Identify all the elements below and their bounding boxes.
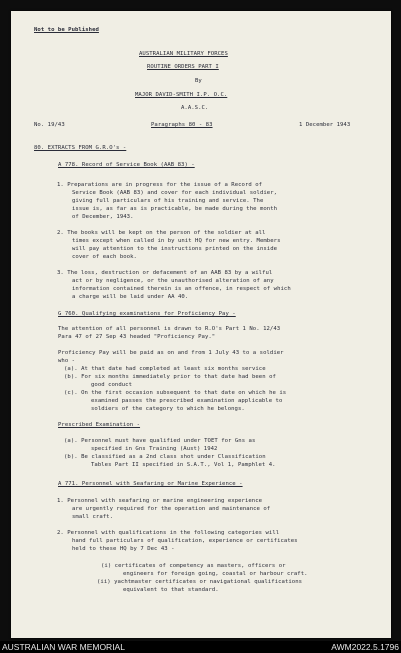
para-1-line: 1. Preparations are in progress for the issue of a Record of — [57, 182, 263, 188]
pp-item-b: good conduct — [91, 382, 133, 388]
para-2-line: cover of each book. — [72, 254, 137, 260]
header-line-2: ROUTINE ORDERS PART I — [147, 64, 219, 70]
g760-title: G 760. Qualifying examinations for Proficiency Pay - — [58, 311, 236, 317]
a778-title — [58, 162, 195, 168]
pe-item-b: (b). Be classified as a 2nd class shot under Classification — [64, 454, 266, 460]
pp-item-c: (c). On the first occasion subsequent to that date on which he is — [64, 390, 287, 396]
para-1-line: Service Book (AAB 83) and cover for each individual soldier, — [72, 190, 278, 196]
seafaring-para-1-line: small craft. — [72, 514, 114, 520]
header-line-3: By — [195, 78, 202, 84]
para-2-line: times except when called in by unit HQ for new entry. Members — [72, 238, 281, 244]
archive-name: AUSTRALIAN WAR MEMORIAL — [2, 642, 125, 652]
para-3-line: information contained therein is an offence, in respect of which — [72, 286, 291, 292]
para-1-line: of December, 1943. — [72, 214, 134, 220]
seafaring-para-2-line: held to these HQ by 7 Dec 43 - — [72, 546, 175, 552]
para-1-line: issue is, as far as is practicable, be made during the month — [72, 206, 278, 212]
pp-item-c: examined passes the prescribed examination applicable to — [91, 398, 283, 404]
a771-title: A 771. Personnel with Seafaring or Marine Experience - — [58, 481, 243, 487]
pe-item-b: Tables Part II specified in S.A.T., Vol 1, Pamphlet 4. — [91, 462, 276, 468]
pe-item-a: (a). Personnel must have qualified under TOET for Gns as — [64, 438, 256, 444]
pp-item-b: (b). For six months immediately prior to that date had been of — [64, 374, 276, 380]
seafaring-para-1-line: 1. Personnel with seafaring or marine engineering experience — [57, 498, 263, 504]
para-3-line: act or by negligence, or the unauthorised alteration of any — [72, 278, 274, 284]
category-ii: equivalent to that standard. — [123, 587, 219, 593]
restriction-note: Not to be Published — [34, 27, 99, 33]
archive-footer — [0, 641, 401, 653]
pe-item-a: specified in Gns Training (Aust) 1942 — [91, 446, 218, 452]
pp-intro-line: who - — [58, 358, 76, 364]
document-page — [11, 11, 391, 638]
header-line-4: MAJOR DAVID-SMITH I.P. O.C. — [135, 92, 228, 98]
para-1-line: giving full particulars of his training and service. The — [72, 198, 264, 204]
seafaring-para-1-line: are urgently required for the operation and maintenance of — [72, 506, 271, 512]
category-ii: (ii) yachtmaster certificates or navigational qualifications — [97, 579, 303, 585]
g760-intro-line: Para 47 of 27 Sep 43 headed "Proficiency Pay." — [58, 334, 216, 340]
g760-intro-line: The attention of all personnel is drawn to R.O's Part 1 No. 12/43 — [58, 326, 281, 332]
order-number: No. 19/43 — [34, 122, 65, 128]
header-line-1: AUSTRALIAN MILITARY FORCES — [139, 51, 228, 57]
seafaring-para-2-line: 2. Personnel with qualifications in the following categories will — [57, 530, 280, 536]
header-line-5: A.A.S.C. — [181, 105, 209, 111]
archive-reference: AWM2022.5.1796 — [331, 642, 399, 652]
section-80-title: 80. EXTRACTS FROM G.R.O's - — [34, 145, 127, 151]
order-date: 1 December 1943 — [299, 122, 351, 128]
para-2-line: 2. The books will be kept on the person of the soldier at all — [57, 230, 266, 236]
category-i: engineers for foreign going, coastal or harbour craft. — [123, 571, 308, 577]
pp-intro-line: Proficiency Pay will be paid as on and from 1 July 43 to a soldier — [58, 350, 284, 356]
category-i: (i) certificates of competency as masters, officers or — [101, 563, 286, 569]
pp-item-a: (a). At that date had completed at least six months service — [64, 366, 266, 372]
para-3-line: a charge will be laid under AA 40. — [72, 294, 189, 300]
para-3-line: 3. The loss, destruction or defacement of an AAB 83 by a wilful — [57, 270, 273, 276]
seafaring-para-2-line: hand full particulars of qualification, experience or certificates — [72, 538, 298, 544]
pp-item-c: soldiers of the category to which he belongs. — [91, 406, 245, 412]
para-2-line: will pay attention to the instructions printed on the inside — [72, 246, 278, 252]
prescribed-exam-title: Prescribed Examination - — [58, 422, 141, 428]
paragraphs-ref: Paragraphs 80 - 83 — [151, 122, 213, 128]
a778-title-text: A 778. Record of Service Book (AAB 83) - — [58, 162, 195, 168]
